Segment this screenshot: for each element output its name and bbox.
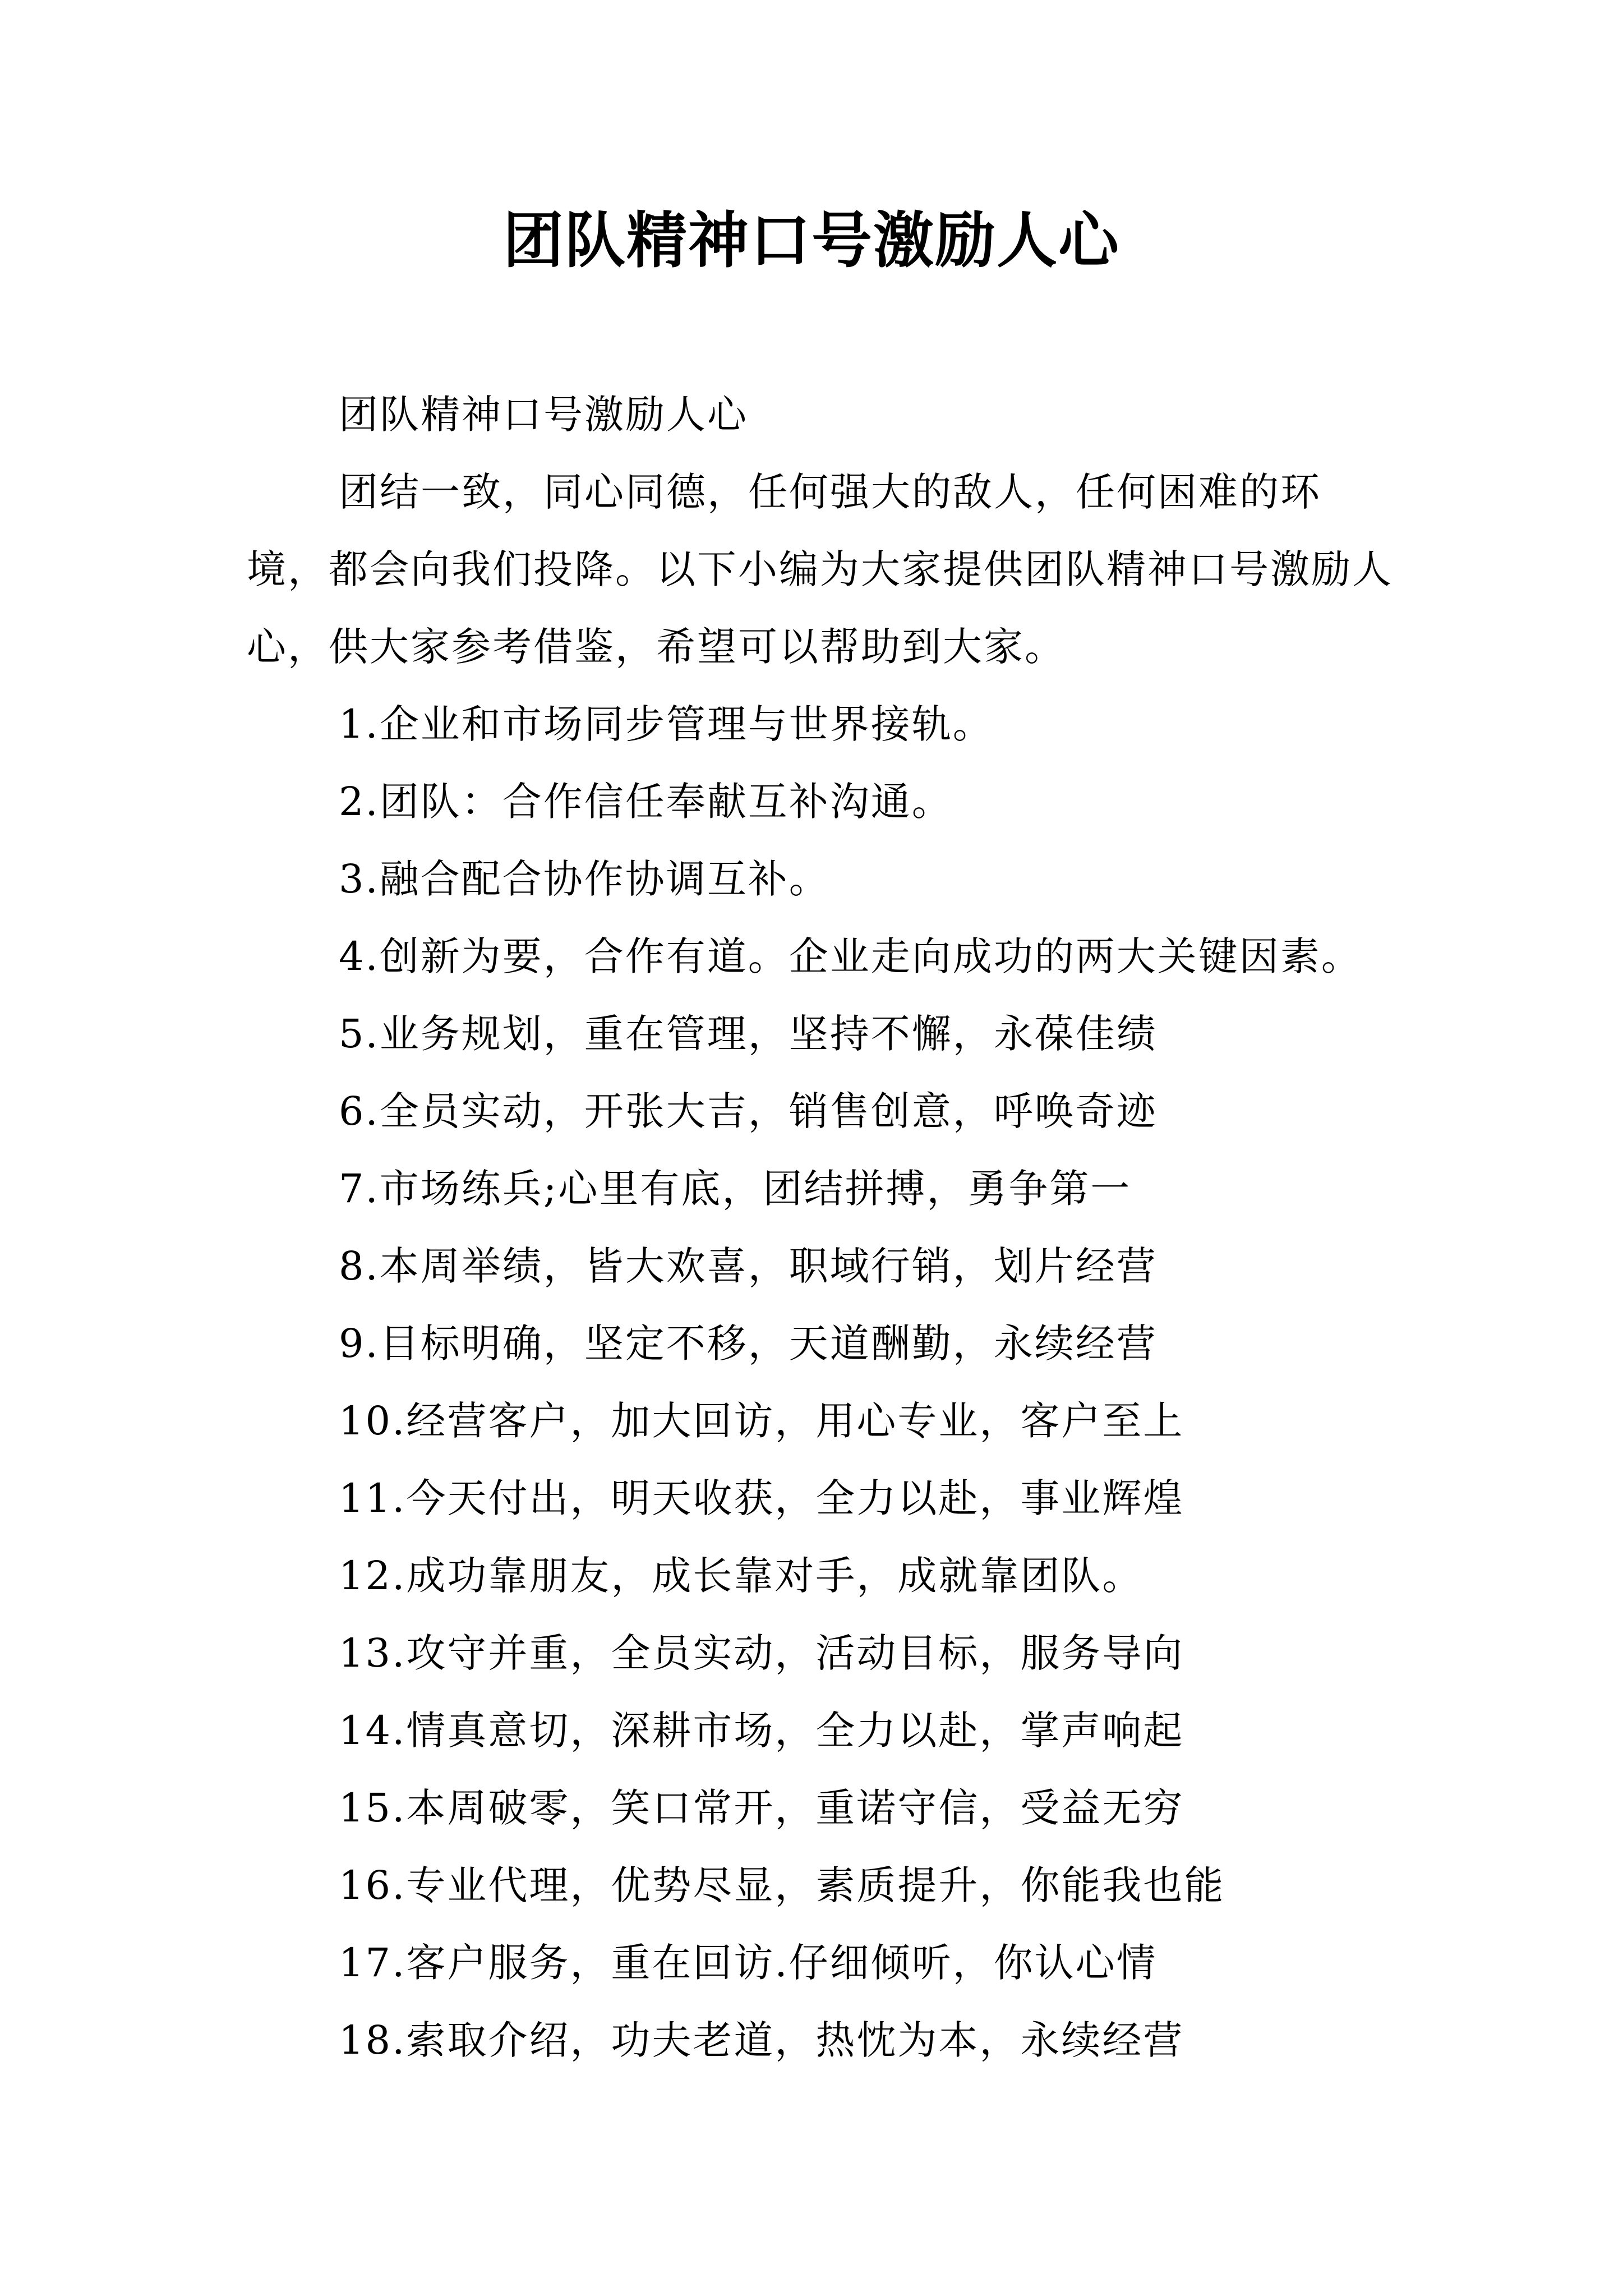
slogan-item: 1.企业和市场同步管理与世界接轨。 [339,701,994,747]
slogan-item: 5.业务规划，重在管理，坚持不懈，永葆佳绩 [339,1011,1158,1057]
intro-paragraph: 团结一致，同心同德，任何强大的敌人，任何困难的环境，都会向我们投降。以下小编为大家提供团队精神口号激励人心，供大家参考借鉴，希望可以帮助到大家。 [247,469,1393,670]
slogan-item: 8.本周举绩，皆大欢喜，职域行销，划片经营 [339,1243,1158,1289]
slogan-item: 11.今天付出，明天收获，全力以赴，事业辉煌 [339,1475,1184,1521]
document-subtitle: 团队精神口号激励人心 [339,392,748,438]
slogan-item: 6.全员实动，开张大吉，销售创意，呼唤奇迹 [339,1088,1158,1134]
slogan-item: 13.攻守并重，全员实动，活动目标，服务导向 [339,1630,1184,1676]
slogan-item: 2.团队：合作信任奉献互补沟通。 [339,779,953,825]
slogan-item: 3.融合配合协作协调互补。 [339,856,830,902]
slogan-item: 12.成功靠朋友，成长靠对手，成就靠团队。 [339,1553,1144,1599]
slogan-item: 18.索取介绍，功夫老道，热忱为本，永续经营 [339,2017,1184,2063]
slogan-item: 10.经营客户，加大回访，用心专业，客户至上 [339,1398,1184,1444]
slogan-item: 15.本周破零，笑口常开，重诺守信，受益无穷 [339,1785,1184,1831]
slogan-item: 4.创新为要，合作有道。企业走向成功的两大关键因素。 [339,933,1362,979]
slogan-item: 7.市场练兵;心里有底，团结拼搏，勇争第一 [339,1166,1132,1212]
slogan-item: 14.情真意切，深耕市场，全力以赴，掌声响起 [339,1708,1184,1754]
slogan-item: 16.专业代理，优势尽显，素质提升，你能我也能 [339,1862,1225,1908]
slogan-item: 9.目标明确，坚定不移，天道酬勤，永续经营 [339,1320,1158,1366]
document-title: 团队精神口号激励人心 [502,206,1120,276]
slogan-item: 17.客户服务，重在回访.仔细倾听，你认心情 [339,1940,1158,1986]
document-body [247,376,1396,2079]
